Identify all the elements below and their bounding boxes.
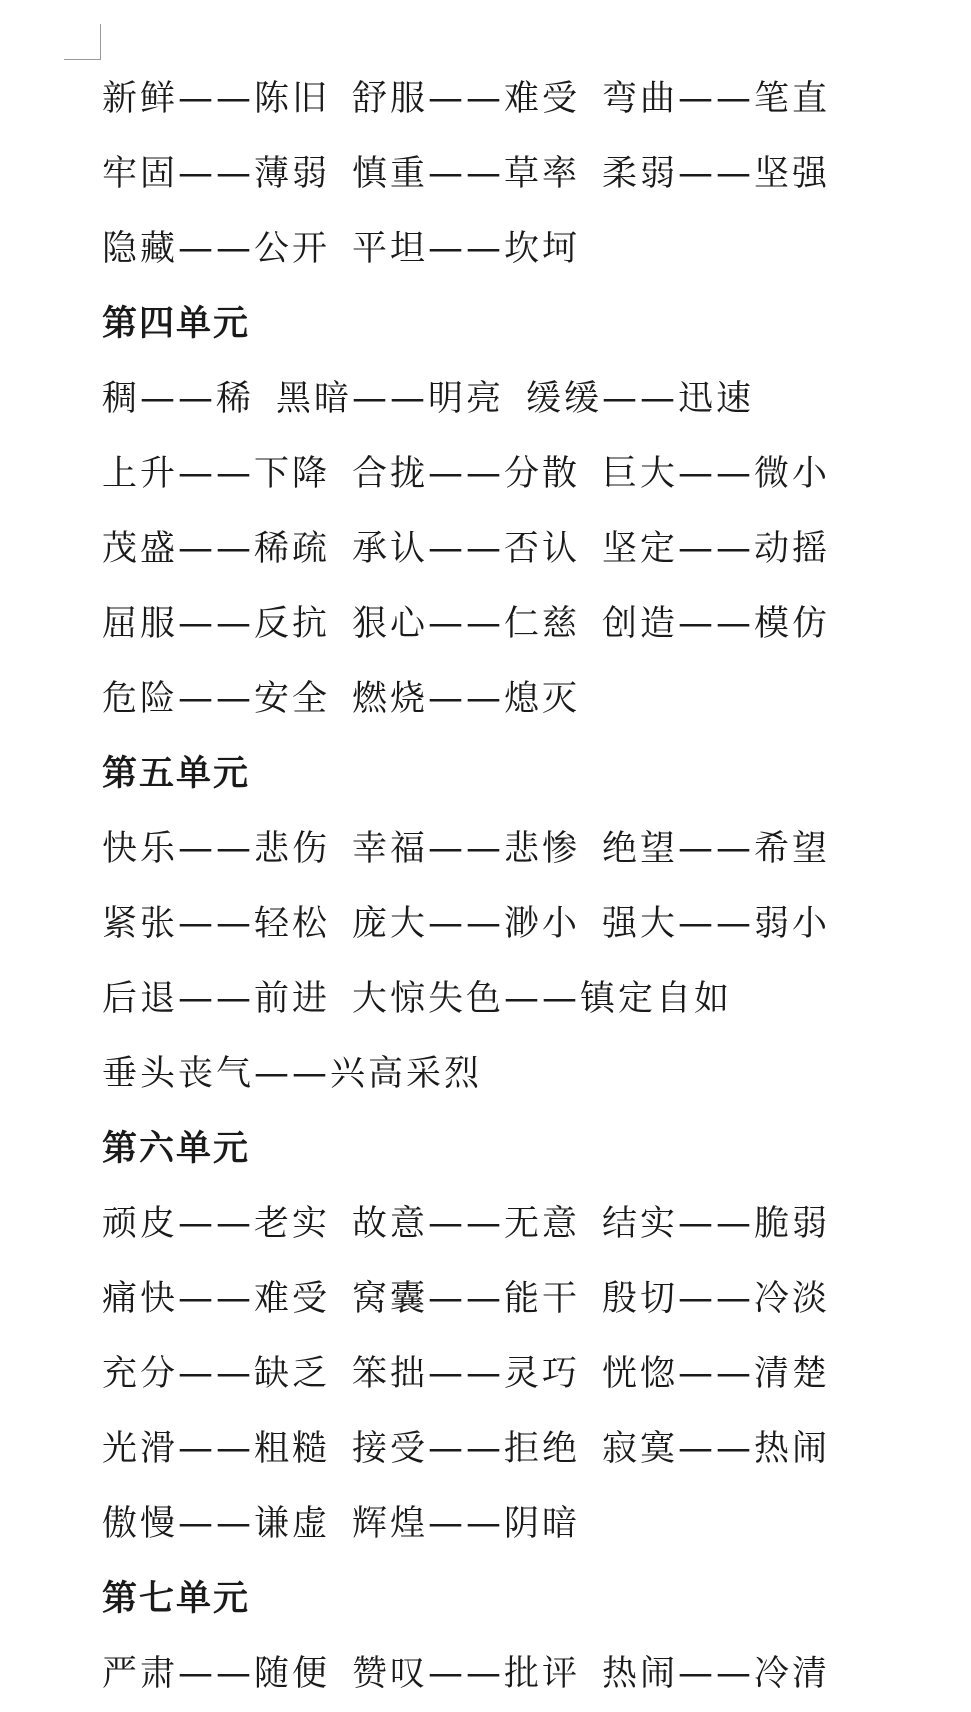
antonym-line [102,1412,942,1487]
antonym-pair: 茂盛——稀疏 [102,529,331,569]
antonym-pair: 光滑——粗糙 [102,1429,331,1469]
antonym-pair: 赞叹——批评 [352,1654,581,1694]
antonym-pair: 严肃——随便 [102,1654,331,1694]
section-heading: 第七单元 [102,1579,251,1619]
antonym-pair: 上升——下降 [102,454,331,494]
antonym-line [102,437,942,512]
antonym-pair: 故意——无意 [352,1204,581,1244]
antonym-pair: 接受——拒绝 [352,1429,581,1469]
antonym-pair: 隐藏——公开 [102,229,331,269]
antonym-line [102,1037,942,1112]
antonym-line [102,1637,942,1712]
antonym-line [102,62,942,137]
antonym-pair: 坚定——动摇 [602,529,831,569]
antonym-pair: 窝囊——能干 [352,1279,581,1319]
antonym-pair: 垂头丧气——兴高采烈 [102,1054,483,1094]
antonym-pair: 殷切——冷淡 [602,1279,831,1319]
antonym-pair: 寂寞——热闹 [602,1429,831,1469]
antonym-line [102,1487,942,1562]
page-corner-mark [64,24,101,60]
antonym-pair: 燃烧——熄灭 [352,679,581,719]
antonym-pair: 巨大——微小 [602,454,831,494]
antonym-pair: 热闹——冷清 [602,1654,831,1694]
antonym-line [102,1187,942,1262]
antonym-pair: 危险——安全 [102,679,331,719]
section-heading: 第五单元 [102,754,251,794]
antonym-pair: 强大——弱小 [602,904,831,944]
antonym-line [102,137,942,212]
antonym-line [102,212,942,287]
antonym-pair: 屈服——反抗 [102,604,331,644]
antonym-pair: 后退——前进 [102,979,331,1019]
antonym-pair: 弯曲——笔直 [602,79,831,119]
antonym-line [102,362,942,437]
antonym-line [102,662,942,737]
antonym-pair: 稠——稀 [102,379,255,419]
antonym-pair: 结实——脆弱 [602,1204,831,1244]
antonym-pair: 绝望——希望 [602,829,831,869]
antonym-pair: 创造——模仿 [602,604,831,644]
antonym-pair: 辉煌——阴暗 [352,1504,581,1544]
antonym-pair: 痛快——难受 [102,1279,331,1319]
antonym-pair: 大惊失色——镇定自如 [352,979,733,1019]
section-heading: 第四单元 [102,304,251,344]
antonym-pair: 缓缓——迅速 [526,379,755,419]
antonym-pair: 牢固——薄弱 [102,154,331,194]
antonym-line [102,512,942,587]
antonym-line [102,887,942,962]
antonym-pair: 恍惚——清楚 [602,1354,831,1394]
section-heading: 第六单元 [102,1129,251,1169]
antonym-pair: 幸福——悲惨 [352,829,581,869]
antonym-pair: 平坦——坎坷 [352,229,581,269]
document-content [102,62,942,1712]
antonym-pair: 笨拙——灵巧 [352,1354,581,1394]
antonym-pair: 合拢——分散 [352,454,581,494]
antonym-pair: 庞大——渺小 [352,904,581,944]
antonym-pair: 承认——否认 [352,529,581,569]
antonym-line [102,1337,942,1412]
antonym-pair: 充分——缺乏 [102,1354,331,1394]
antonym-line [102,587,942,662]
antonym-pair: 狠心——仁慈 [352,604,581,644]
antonym-pair: 新鲜——陈旧 [102,79,331,119]
antonym-line [102,1262,942,1337]
antonym-pair: 傲慢——谦虚 [102,1504,331,1544]
antonym-pair: 慎重——草率 [352,154,581,194]
antonym-pair: 顽皮——老实 [102,1204,331,1244]
antonym-pair: 柔弱——坚强 [602,154,831,194]
antonym-pair: 舒服——难受 [352,79,581,119]
antonym-line [102,962,942,1037]
antonym-pair: 紧张——轻松 [102,904,331,944]
antonym-pair: 黑暗——明亮 [276,379,505,419]
antonym-line [102,812,942,887]
antonym-pair: 快乐——悲伤 [102,829,331,869]
